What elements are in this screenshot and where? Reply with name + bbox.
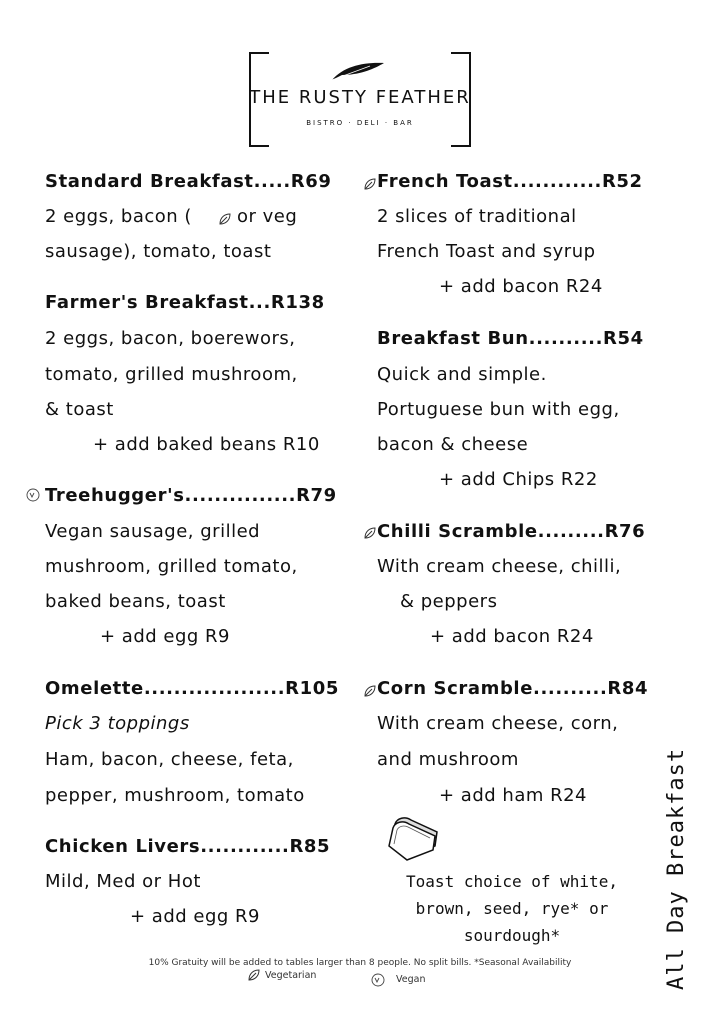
menu-item-desc: mushroom, grilled tomato, [45,556,298,577]
menu-item-addon: + add baked beans R10 [93,434,320,455]
vegetarian-icon [363,526,377,540]
menu-item-desc: French Toast and syrup [377,241,596,262]
menu-item-desc: Ham, bacon, cheese, feta, [45,749,294,770]
toast-choice-note [372,868,652,949]
menu-item-desc: bacon & cheese [377,434,529,455]
menu-item-addon: + add egg R9 [100,626,231,647]
menu-item-title: Chilli Scramble.........R76 [377,521,646,542]
menu-item-desc: tomato, grilled mushroom, [45,364,298,385]
legend-vegetarian: Vegetarian [265,970,317,981]
menu-item-desc: 2 eggs, bacon ( [45,206,192,227]
feather-icon [330,60,386,82]
menu-item-desc: 2 eggs, bacon, boerewors, [45,328,296,349]
menu-item-desc: & toast [45,399,114,420]
menu-item-addon: + add bacon R24 [439,276,603,297]
menu-item-title: Treehugger's...............R79 [45,485,337,506]
menu-item-desc: sausage), tomato, toast [45,241,272,262]
toast-note-line: Toast choice of white, [406,872,618,891]
legend-vegan: Vegan [396,974,426,985]
vegetarian-icon [363,177,377,191]
toast-note-line: brown, seed, rye* or [415,899,609,918]
menu-item-addon: + add bacon R24 [430,626,594,647]
side-label: All Day Breakfast [664,747,689,990]
menu-item-desc: Quick and simple. [377,364,547,385]
menu-item-title: French Toast............R52 [377,171,643,192]
menu-item-desc: & peppers [400,591,498,612]
menu-item-title: Standard Breakfast.....R69 [45,171,332,192]
menu-item-title: Corn Scramble..........R84 [377,678,649,699]
menu-item-addon: + add Chips R22 [439,469,598,490]
menu-item-title: Chicken Livers............R85 [45,836,331,857]
menu-item-desc: With cream cheese, corn, [377,713,619,734]
menu-item-desc: pepper, mushroom, tomato [45,785,305,806]
brand-name: THE RUSTY FEATHER [249,87,471,108]
vegetarian-icon [218,212,232,226]
menu-item-desc: Vegan sausage, grilled [45,521,261,542]
menu-item-desc: Mild, Med or Hot [45,871,201,892]
menu-item-subtitle: Pick 3 toppings [45,713,190,734]
menu-item-desc: and mushroom [377,749,519,770]
menu-item-title: Omelette...................R105 [45,678,340,699]
menu-item-title: Breakfast Bun..........R54 [377,328,644,349]
menu-item-desc: baked beans, toast [45,591,226,612]
vegetarian-icon [247,968,261,982]
brand-tagline: BISTRO · DELI · BAR [306,119,414,127]
footer-note: 10% Gratuity will be added to tables larger than 8 people. No split bills. *Seasonal Availability [148,958,572,968]
menu-item-desc: Portuguese bun with egg, [377,399,620,420]
menu-item-desc: 2 slices of traditional [377,206,577,227]
vegan-icon [371,973,385,987]
vegetarian-icon [363,684,377,698]
menu-item-desc: With cream cheese, chilli, [377,556,622,577]
toast-icon [385,812,445,862]
menu-item-addon: + add egg R9 [130,906,261,927]
vegan-icon [26,488,40,502]
menu-item-desc: or veg [237,206,298,227]
toast-note-line: sourdough* [463,926,561,945]
menu-item-title: Farmer's Breakfast...R138 [45,292,325,313]
menu-item-addon: + add ham R24 [439,785,588,806]
